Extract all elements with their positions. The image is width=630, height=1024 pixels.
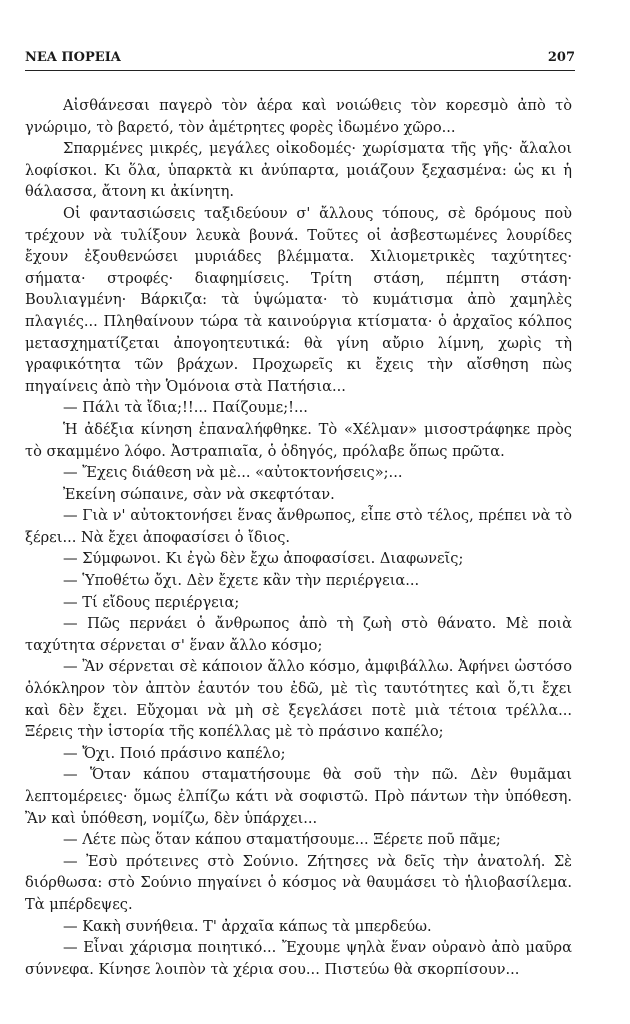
paragraph: — Πῶς περνάει ὁ ἄνθρωπος ἀπὸ τὴ ζωὴ στὸ θάνατο. Μὲ ποιὰ ταχύτητα σέρνεται σ' ἕναν ἄλλο κόσμο; (25, 615, 572, 654)
paragraph: — Ἔχεις διάθεση νὰ μὲ... «αὐτοκτονήσεις»;... (63, 464, 403, 482)
paragraph: — Εἶναι χάρισμα ποιητικό... Ἔχουμε ψηλὰ ἕναν οὐρανὸ ἀπὸ μαῦρα σύννεφα. Κίνησε λοιπὸν τὰ χέρια σου... Πιστεύω θὰ σκορπίσουν... (25, 939, 572, 978)
paragraph: — Ἂν σέρνεται σὲ κάποιον ἄλλο κόσμο, ἀμφιβάλλω. Ἀφήνει ὡστόσο ὁλόκληρον τὸν ἀπτὸν ἑαυτόν του ἐδῶ, μὲ τὶς ταυτότητες καὶ ὅ,τι ἔχει καὶ δὲν ἔχει. Εὔχομαι νὰ μὴ σὲ ξεγελάσει ποτὲ μιὰ τέτοια τρέλλα... Ξέρεις τὴν ἱστορία τῆς κοπέλλας μὲ τὸ πράσινο καπέλο; (25, 658, 572, 741)
header-rule (25, 70, 575, 71)
paragraph: Σπαρμένες μικρές, μεγάλες οἰκοδομές· χωρίσματα τῆς γῆς· ἄλαλοι λοφίσκοι. Κι ὅλα, ὑπαρκτὰ κι ἀνύπαρτα, μοιάζουν ξεχασμένα: ὡς κι ἡ θάλασσα, ἄτονη κι ἀκίνητη. (25, 140, 572, 201)
body-text (25, 95, 572, 980)
paragraph: — Τί εἴδους περιέργεια; (63, 593, 240, 611)
paragraph: — Κακὴ συνήθεια. Τ' ἀρχαῖα κάπως τὰ μπερδεύω. (63, 917, 432, 935)
paragraph: — Ὄχι. Ποιό πράσινο καπέλο; (63, 744, 286, 762)
paragraph: — Ὅταν κάπου σταματήσουμε θὰ σοῦ τὴν πῶ. Δὲν θυμᾶμαι λεπτομέρειες· ὅμως ἐλπίζω κάτι νὰ σοφιστῶ. Πρὸ πάντων τὴν ὑπόθεση. Ἂν καὶ ὑπόθεση, νομίζω, δὲν ὑπάρχει... (25, 766, 572, 827)
paragraph: Αἰσθάνεσαι παγερὸ τὸν ἀέρα καὶ νοιώθεις τὸν κορεσμὸ ἀπὸ τὸ γνώριμο, τὸ βαρετό, τὸν ἀμέτρητες φορὲς ἰδωμένο χῶρο... (25, 97, 572, 136)
paragraph: Οἱ φαντασιώσεις ταξιδεύουν σ' ἄλλους τόπους, σὲ δρόμους ποὺ τρέχουν νὰ τυλίξουν λευκὰ βουνά. Τοῦτες οἱ ἀσβεστωμένες λουρίδες ἔχουν ἐξουθενώσει μυριάδες βλέμματα. Χιλιομετρικὲς ταχύτητες· σήματα· στροφές· διαφημίσεις. Τρίτη στάση, πέμπτη στάση· Βουλιαγμένη· Βάρκιζα: τὰ ὑψώματα· τὸ κυμάτισμα ἀπὸ χαμηλὲς πλαγιές... Πληθαίνουν τώρα τὰ καινούργια κτίσματα· ὁ ἀρχαῖος κόλπος μετασχηματίζεται ἀπογοητευτικά: θὰ γίνη αὔριο λίμνη, χωρὶς τὴ γραφικότητα τῶν βράχων. Προχωρεῖς κι ἔχεις τὴν αἴσθηση πὼς πηγαίνεις ἀπὸ τὴν Ὁμόνοια στὰ Πατήσια... (25, 204, 572, 395)
page-number: 207 (547, 50, 575, 65)
paragraph: — Πάλι τὰ ἴδια;!!... Παίζουμε;!... (63, 399, 308, 417)
paragraph: — Λέτε πὼς ὅταν κάπου σταματήσουμε... Ξέρετε ποῦ πᾶμε; (63, 831, 501, 849)
paragraph: — Γιὰ ν' αὐτοκτονήσει ἕνας ἄνθρωπος, εἶπε στὸ τέλος, πρέπει νὰ τὸ ξέρει... Νὰ ἔχει ἀποφασίσει ὁ ἴδιος. (25, 507, 572, 546)
paragraph: — Ὑποθέτω ὄχι. Δὲν ἔχετε κἂν τὴν περιέργεια... (63, 572, 420, 590)
page-header (25, 50, 575, 65)
paragraph: — Σύμφωνοι. Κι ἐγὼ δὲν ἔχω ἀποφασίσει. Διαφωνεῖς; (63, 550, 464, 568)
paragraph: — Ἐσὺ πρότεινες στὸ Σούνιο. Ζήτησες νὰ δεῖς τὴν ἀνατολή. Σὲ διόρθωσα: στὸ Σούνιο πηγαίνει ὁ κόσμος νὰ θαυμάσει τὸ ἡλιοβασίλεμα. Τὰ μπέρδεψες. (25, 852, 572, 913)
running-title: ΝΕΑ ΠΟΡΕΙΑ (25, 50, 121, 65)
paragraph: Ἐκείνη σώπαινε, σὰν νὰ σκεφτόταν. (63, 485, 335, 503)
paragraph: Ἡ ἀδέξια κίνηση ἐπαναλήφθηκε. Τὸ «Χέλμαν» μισοστράφηκε πρὸς τὸ σκαμμένο λόφο. Ἀστραπιαῖα, ὁ ὁδηγός, πρόλαβε ὅπως πρῶτα. (25, 420, 572, 460)
